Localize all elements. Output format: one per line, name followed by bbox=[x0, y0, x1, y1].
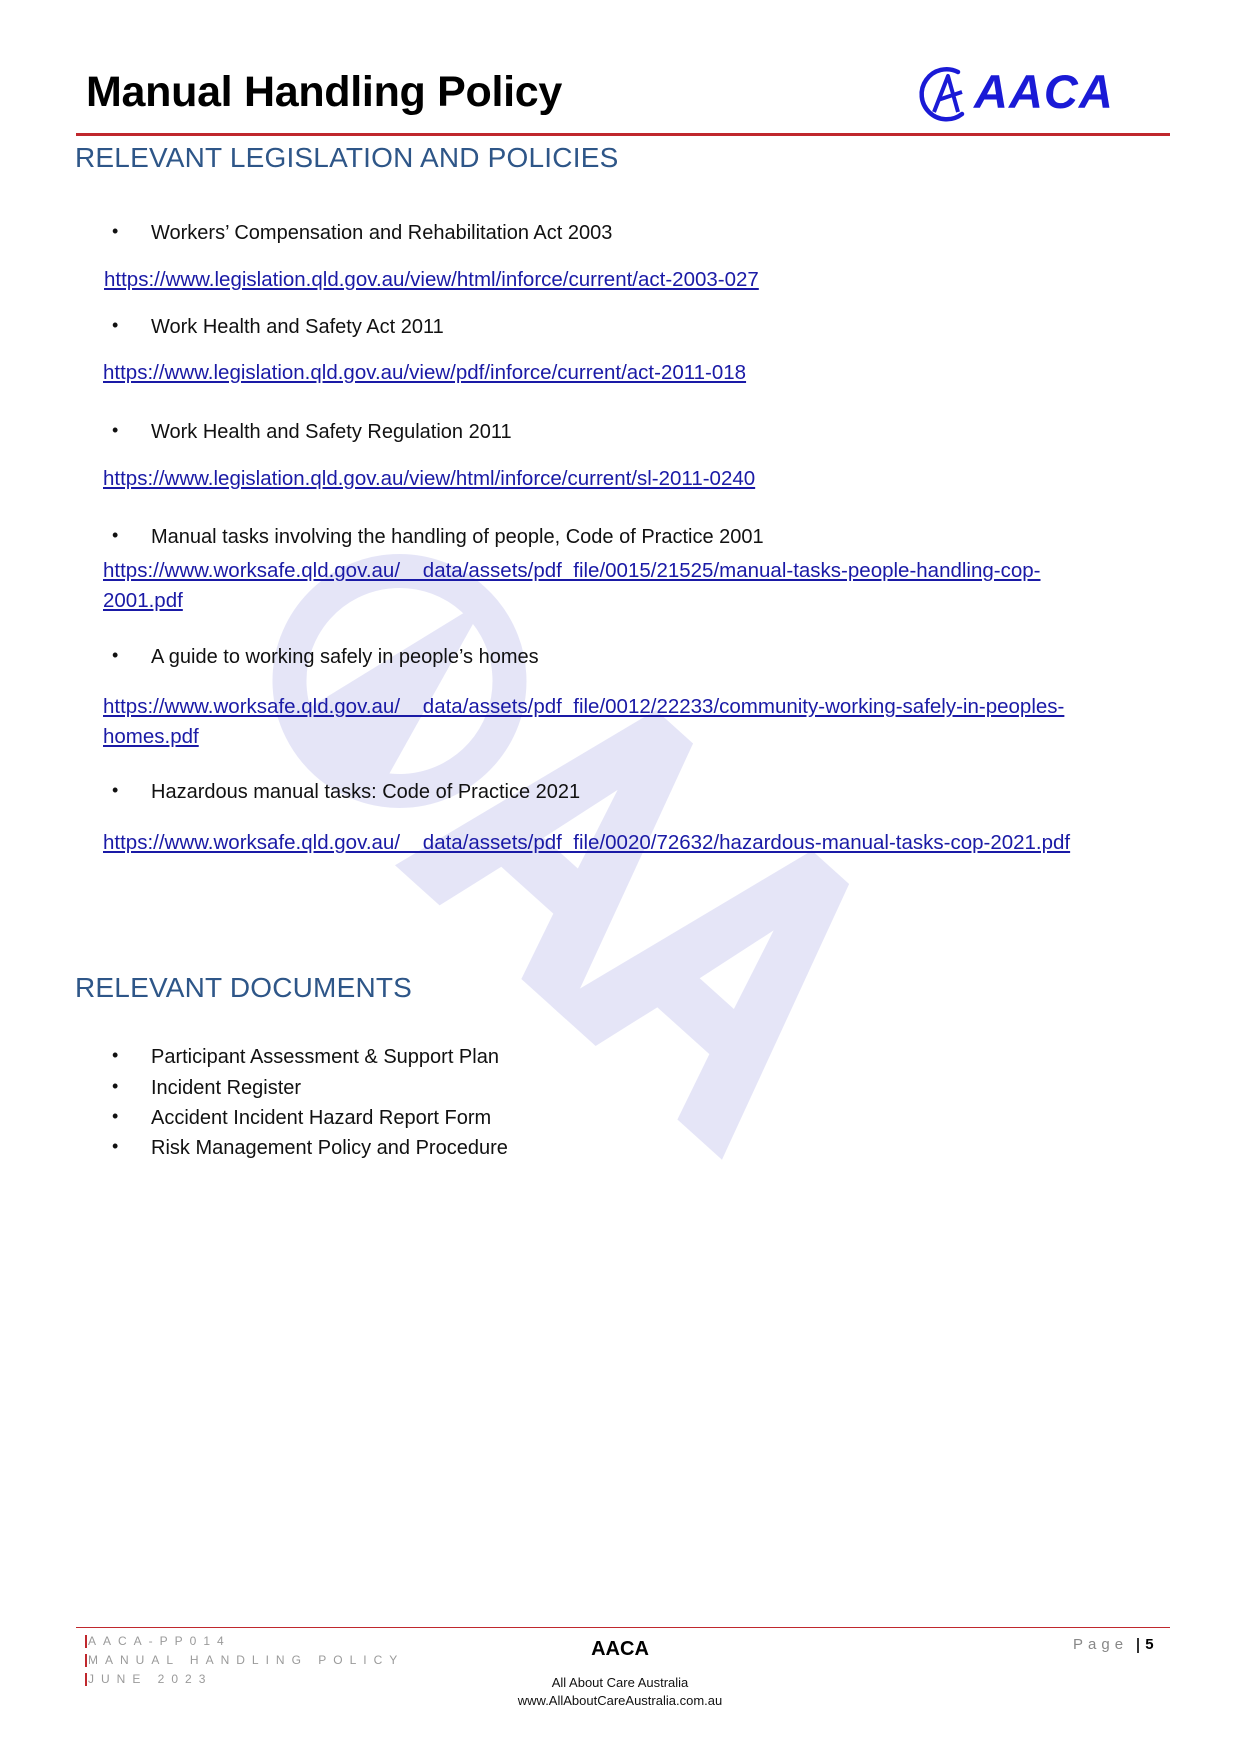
link-working-safely-homes-cont[interactable]: homes.pdf bbox=[103, 725, 199, 748]
page-label: Page bbox=[1073, 1636, 1129, 1653]
link-people-handling-cop-cont[interactable]: 2001.pdf bbox=[103, 589, 183, 612]
bullet-icon: • bbox=[112, 1136, 119, 1156]
footer-org-name: All About Care Australia bbox=[551, 1675, 689, 1690]
list-item-text: A guide to working safely in people’s homes bbox=[151, 646, 539, 668]
section-heading-documents: RELEVANT DOCUMENTS bbox=[75, 972, 413, 1003]
list-item-text: Accident Incident Hazard Report Form bbox=[151, 1107, 492, 1129]
section-heading-legislation: RELEVANT LEGISLATION AND POLICIES bbox=[75, 142, 619, 173]
aaca-logo bbox=[918, 62, 1124, 124]
list-item-text: Participant Assessment & Support Plan bbox=[151, 1046, 499, 1068]
logo-text: AACA bbox=[974, 65, 1114, 118]
link-hazardous-tasks-cop[interactable]: https://www.worksafe.qld.gov.au/__data/assets/pdf_file/0020/72632/hazardous-manual-tasks-cop-2021.pdf bbox=[103, 831, 1071, 854]
footer-doc-name: MANUAL HANDLING POLICY bbox=[88, 1653, 405, 1667]
list-item-text: Hazardous manual tasks: Code of Practice 2021 bbox=[151, 781, 581, 803]
bullet-icon: • bbox=[112, 221, 119, 241]
footer-rule bbox=[76, 1627, 1170, 1628]
list-item-text: Incident Register bbox=[151, 1077, 302, 1099]
link-act-2011-018[interactable]: https://www.legislation.qld.gov.au/view/pdf/inforce/current/act-2011-018 bbox=[103, 361, 747, 384]
link-sl-2011-0240[interactable]: https://www.legislation.qld.gov.au/view/html/inforce/current/sl-2011-0240 bbox=[103, 467, 756, 490]
bullet-icon: • bbox=[112, 645, 119, 665]
footer-org-short: AACA bbox=[591, 1638, 649, 1660]
aaca-logo-icon bbox=[918, 62, 972, 124]
header-rule bbox=[76, 133, 1170, 136]
footer-doc-date: JUNE 2023 bbox=[88, 1672, 213, 1686]
bullet-icon: • bbox=[112, 525, 119, 545]
bullet-icon: • bbox=[112, 1045, 119, 1065]
list-item-text: Workers’ Compensation and Rehabilitation Act 2003 bbox=[151, 222, 613, 244]
list-item-text: Work Health and Safety Regulation 2011 bbox=[151, 421, 512, 443]
bullet-icon: • bbox=[112, 1076, 119, 1096]
bullet-icon: • bbox=[112, 1106, 119, 1126]
footer-doc-code: AACA-PP014 bbox=[88, 1634, 231, 1648]
list-item-text: Work Health and Safety Act 2011 bbox=[151, 316, 444, 338]
page-number-value: 5 bbox=[1145, 1636, 1154, 1653]
bullet-icon: • bbox=[112, 420, 119, 440]
list-item-text: Risk Management Policy and Procedure bbox=[151, 1137, 508, 1159]
list-item-text: Manual tasks involving the handling of people, Code of Practice 2001 bbox=[151, 526, 764, 548]
page-title: Manual Handling Policy bbox=[86, 68, 563, 116]
bullet-icon: • bbox=[112, 315, 119, 335]
page-divider bbox=[1137, 1638, 1139, 1653]
link-working-safely-homes[interactable]: https://www.worksafe.qld.gov.au/__data/assets/pdf_file/0012/22233/community-working-safely-in-peoples- bbox=[103, 695, 1065, 718]
bullet-icon: • bbox=[112, 780, 119, 800]
page-number bbox=[1073, 1636, 1154, 1653]
aaca-watermark-icon bbox=[175, 545, 1055, 1205]
link-act-2003-027[interactable]: https://www.legislation.qld.gov.au/view/html/inforce/current/act-2003-027 bbox=[104, 268, 759, 291]
link-people-handling-cop[interactable]: https://www.worksafe.qld.gov.au/__data/assets/pdf_file/0015/21525/manual-tasks-people-handling-cop- bbox=[103, 559, 1041, 582]
footer-website[interactable]: www.AllAboutCareAustralia.com.au bbox=[517, 1693, 723, 1708]
